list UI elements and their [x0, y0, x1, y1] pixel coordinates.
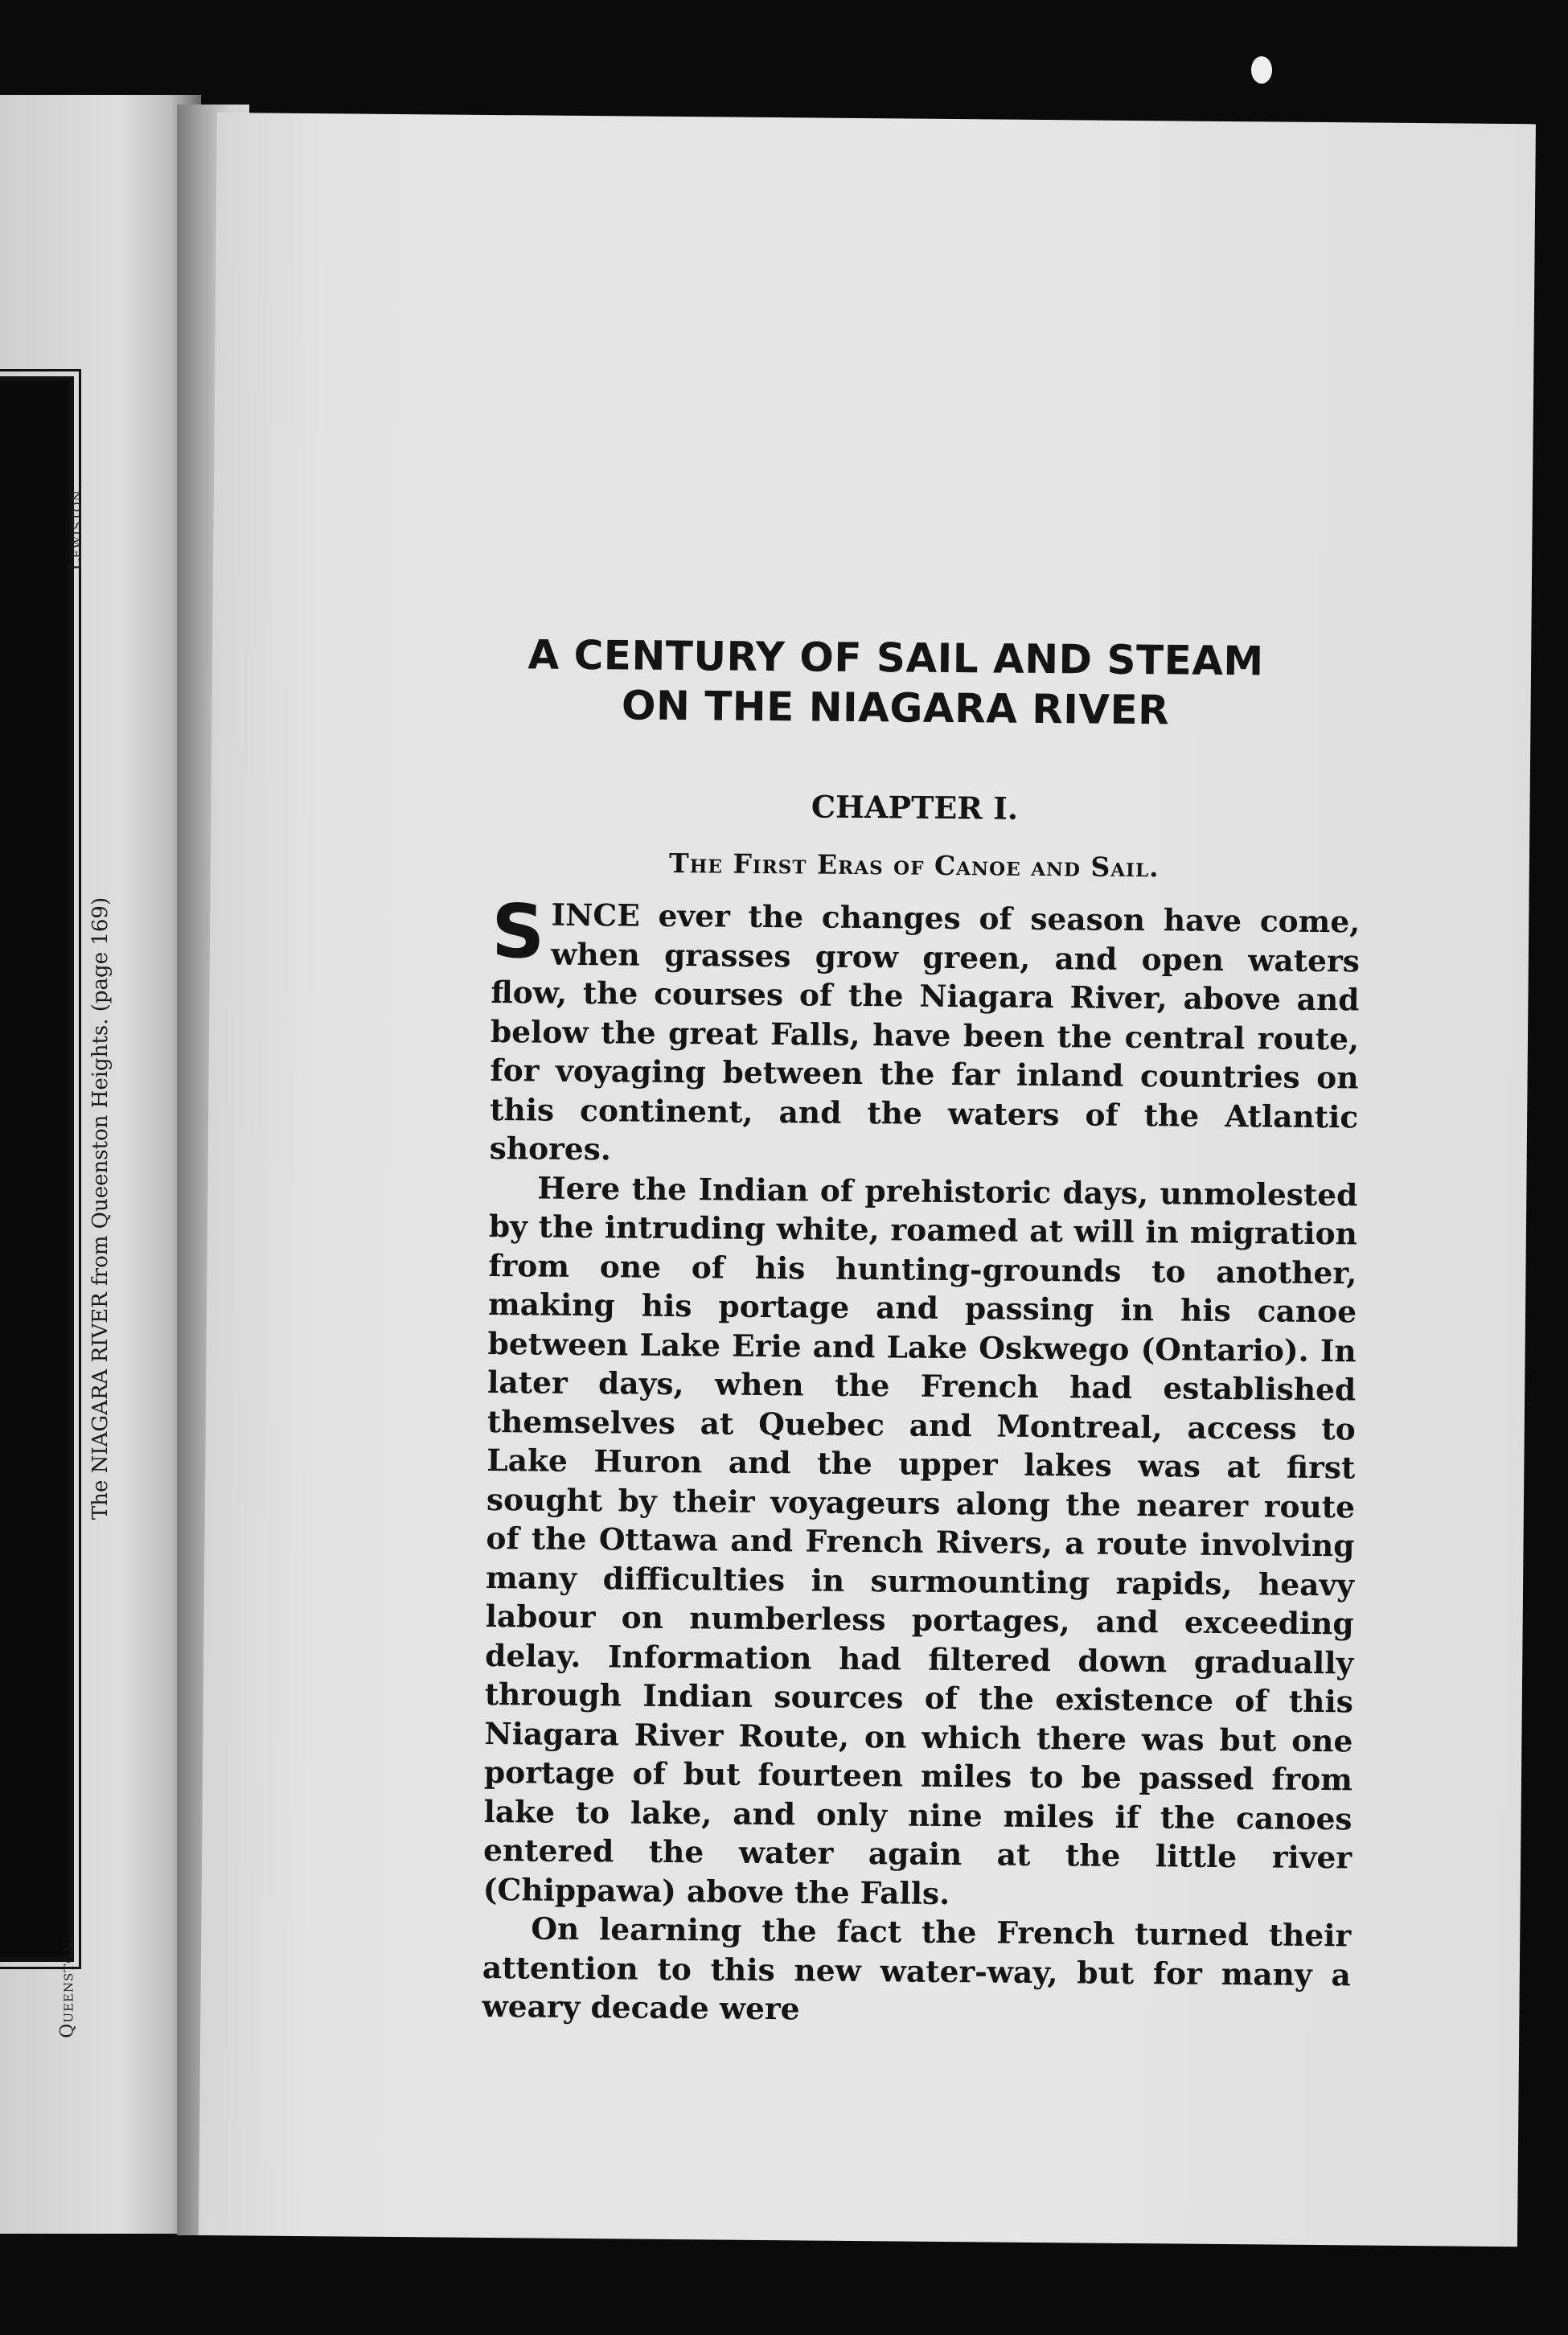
facing-plate-page [0, 95, 201, 2234]
chapter-subheading: The First Eras of Canoe and Sail. [668, 847, 1160, 884]
title-line-1: A CENTURY OF SAIL AND STEAM [527, 631, 1264, 685]
text-page [199, 113, 1536, 2247]
drop-cap: S [491, 888, 545, 975]
plate-caption: The NIAGARA RIVER from Queenston Heights. (page 169) [88, 897, 113, 1520]
plate-label-lewiston: Lewiston. [65, 483, 86, 571]
paragraph-3: On learning the fact the French turned their attention to this new water-way, but for many a weary decade were [482, 1910, 1352, 2027]
scan-speck [1251, 56, 1272, 84]
page-content [482, 630, 1362, 2033]
paragraph-1-text: INCE ever the changes of season have come, when grasses grow green, and open waters flow, the courses of the Niagara River, above and below the great Falls, have been the central route, for voyaging between the far inland countries on this continent, and the waters of the Atlantic shores. [489, 897, 1361, 1168]
chapter-heading: CHAPTER I. [811, 788, 1019, 827]
book-title [485, 630, 1306, 737]
plate-image-frame [0, 376, 74, 1962]
paragraph-1 [489, 888, 1361, 1176]
title-line-2: ON THE NIAGARA RIVER [621, 682, 1170, 734]
plate-label-queenston: Queenston. [57, 1935, 78, 2038]
paragraph-2: Here the Indian of prehistoric days, unmolested by the intruding white, roamed at will in migration from one of his hunting-grounds to another, making his portage and passing in his canoe between Lake Erie and Lake Oskwego (Ontario). In later days, when the French had established themselves at Quebec and Montreal, access to Lake Huron and the upper lakes was at first sought by their voyageurs along the nearer route of the Ottawa and French Rivers, a route involving many difficulties in surmounting rapids, heavy labour on numberless portages, and exceeding delay. Information had filtered down gradually through Indian sources of the existence of this Niagara River Route, on which there was but one portage of but fourteen miles to be passed from lake to lake, and only nine miles if the canoes entered the water again at the little river (Chippawa) above the Falls. [482, 1170, 1358, 1911]
